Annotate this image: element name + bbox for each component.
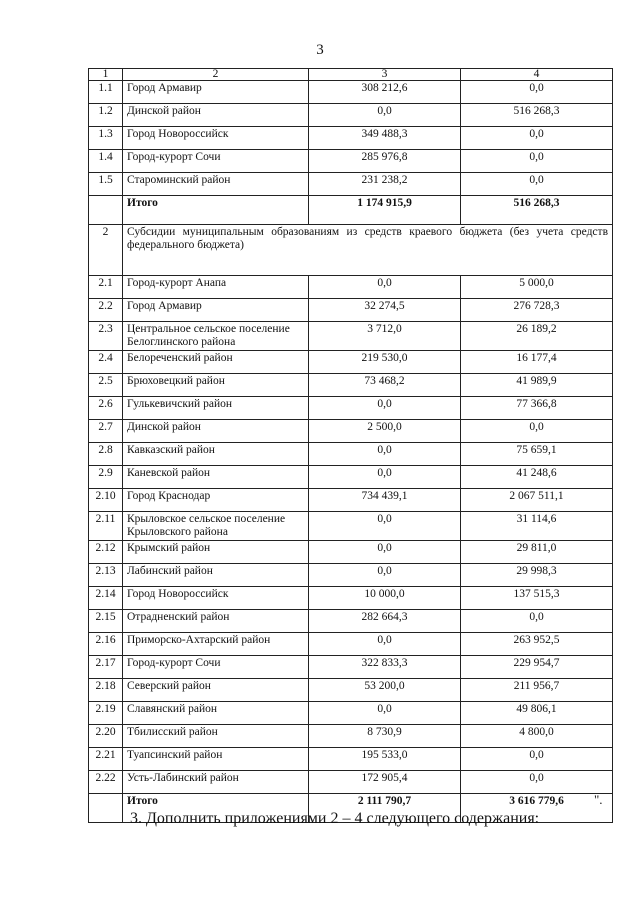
row-number: 2.13 (89, 564, 123, 587)
municipality-name: Лабинский район (123, 564, 309, 587)
municipality-name: Каневской район (123, 466, 309, 489)
table-row (89, 81, 613, 104)
amount-col3: 2 500,0 (309, 420, 461, 443)
row-number: 2.9 (89, 466, 123, 489)
row-number: 2.14 (89, 587, 123, 610)
table-row (89, 397, 613, 420)
table-row (89, 420, 613, 443)
amount-col4: 31 114,6 (461, 512, 613, 541)
amount-col4: 263 952,5 (461, 633, 613, 656)
total-col4: 516 268,3 (461, 196, 613, 225)
row-number: 2.1 (89, 276, 123, 299)
amount-col4: 41 248,6 (461, 466, 613, 489)
municipality-name: Северский район (123, 679, 309, 702)
amount-col3: 0,0 (309, 512, 461, 541)
table-row (89, 173, 613, 196)
municipality-name: Гулькевичский район (123, 397, 309, 420)
municipality-name: Крымский район (123, 541, 309, 564)
empty-cell (89, 196, 123, 225)
municipality-name: Староминский район (123, 173, 309, 196)
table-row (89, 351, 613, 374)
municipality-name: Город Новороссийск (123, 127, 309, 150)
amount-col3: 32 274,5 (309, 299, 461, 322)
amount-col4: 516 268,3 (461, 104, 613, 127)
section-title: Субсидии муниципальным образованиям из средств краевого бюджета (без учета средств федерального бюджета) (123, 225, 613, 276)
amount-col4: 137 515,3 (461, 587, 613, 610)
amount-col4: 229 954,7 (461, 656, 613, 679)
municipality-name: Динской район (123, 104, 309, 127)
municipality-name: Славянский район (123, 702, 309, 725)
row-number: 1.4 (89, 150, 123, 173)
table-row (89, 466, 613, 489)
column-header-4: 4 (461, 69, 613, 81)
amount-col4: 26 189,2 (461, 322, 613, 351)
table-row (89, 150, 613, 173)
row-number: 2.21 (89, 748, 123, 771)
row-number: 2.10 (89, 489, 123, 512)
row-number: 1.3 (89, 127, 123, 150)
table-row (89, 104, 613, 127)
row-number: 2.20 (89, 725, 123, 748)
column-header-1: 1 (89, 69, 123, 81)
amount-col3: 285 976,8 (309, 150, 461, 173)
amount-col3: 0,0 (309, 397, 461, 420)
row-number: 2.15 (89, 610, 123, 633)
row-number: 2.3 (89, 322, 123, 351)
municipality-name: Город Армавир (123, 81, 309, 104)
row-number: 2.19 (89, 702, 123, 725)
section-header-row (89, 225, 613, 276)
municipality-name: Крыловское сельское поселение Крыловского района (123, 512, 309, 541)
closing-quote: ". (594, 792, 603, 807)
column-header-3: 3 (309, 69, 461, 81)
amount-col3: 195 533,0 (309, 748, 461, 771)
municipality-name: Город Армавир (123, 299, 309, 322)
amount-col4: 276 728,3 (461, 299, 613, 322)
amount-col3: 0,0 (309, 104, 461, 127)
amount-col3: 322 833,3 (309, 656, 461, 679)
table-row (89, 702, 613, 725)
municipality-name: Белореченский район (123, 351, 309, 374)
amount-col4: 0,0 (461, 420, 613, 443)
amount-col3: 231 238,2 (309, 173, 461, 196)
amount-col3: 0,0 (309, 541, 461, 564)
amount-col3: 282 664,3 (309, 610, 461, 633)
municipality-name: Динской район (123, 420, 309, 443)
total-label: Итого (123, 196, 309, 225)
amount-col4: 211 956,7 (461, 679, 613, 702)
amount-col3: 73 468,2 (309, 374, 461, 397)
amount-col3: 0,0 (309, 443, 461, 466)
row-number: 2.6 (89, 397, 123, 420)
amount-col4: 0,0 (461, 81, 613, 104)
row-number: 2.11 (89, 512, 123, 541)
municipality-name: Брюховецкий район (123, 374, 309, 397)
page-number: 3 (316, 42, 324, 58)
amount-col4: 0,0 (461, 748, 613, 771)
amount-col4: 16 177,4 (461, 351, 613, 374)
total-col4: 3 616 779,6 (461, 794, 613, 823)
amount-col3: 0,0 (309, 564, 461, 587)
municipality-name: Усть-Лабинский район (123, 771, 309, 794)
row-number: 2.5 (89, 374, 123, 397)
table-row (89, 541, 613, 564)
row-number: 2.2 (89, 299, 123, 322)
empty-cell (89, 794, 123, 823)
table-row (89, 322, 613, 351)
table-row (89, 771, 613, 794)
amount-col4: 2 067 511,1 (461, 489, 613, 512)
amount-col4: 49 806,1 (461, 702, 613, 725)
amount-col3: 8 730,9 (309, 725, 461, 748)
table-row (89, 610, 613, 633)
municipality-name: Туапсинский район (123, 748, 309, 771)
amount-col4: 29 811,0 (461, 541, 613, 564)
total-col3: 1 174 915,9 (309, 196, 461, 225)
amount-col4: 0,0 (461, 127, 613, 150)
table-row (89, 633, 613, 656)
row-number: 2.12 (89, 541, 123, 564)
amount-col3: 0,0 (309, 702, 461, 725)
municipality-name: Город Краснодар (123, 489, 309, 512)
row-number: 2.17 (89, 656, 123, 679)
amount-col4: 29 998,3 (461, 564, 613, 587)
table-row (89, 564, 613, 587)
amount-col4: 0,0 (461, 150, 613, 173)
amount-col3: 734 439,1 (309, 489, 461, 512)
budget-table (88, 68, 613, 823)
amount-col3: 172 905,4 (309, 771, 461, 794)
amount-col3: 0,0 (309, 466, 461, 489)
total-label: Итого (123, 794, 309, 823)
row-number: 1.1 (89, 81, 123, 104)
amount-col3: 0,0 (309, 633, 461, 656)
row-number: 2.16 (89, 633, 123, 656)
municipality-name: Приморско-Ахтарский район (123, 633, 309, 656)
amount-col3: 0,0 (309, 276, 461, 299)
amount-col3: 3 712,0 (309, 322, 461, 351)
instruction-text: 3. Дополнить приложениями 2 – 4 следующего содержания: (130, 810, 540, 827)
municipality-name: Город-курорт Анапа (123, 276, 309, 299)
amount-col4: 41 989,9 (461, 374, 613, 397)
amount-col4: 0,0 (461, 771, 613, 794)
municipality-name: Кавказский район (123, 443, 309, 466)
total-row (89, 196, 613, 225)
amount-col4: 4 800,0 (461, 725, 613, 748)
row-number: 2.22 (89, 771, 123, 794)
table-row (89, 276, 613, 299)
municipality-name: Тбилисский район (123, 725, 309, 748)
table-row (89, 374, 613, 397)
table-row (89, 443, 613, 466)
row-number: 2.8 (89, 443, 123, 466)
row-number: 1.2 (89, 104, 123, 127)
row-number: 2.18 (89, 679, 123, 702)
municipality-name: Город Новороссийск (123, 587, 309, 610)
amount-col4: 75 659,1 (461, 443, 613, 466)
municipality-name: Город-курорт Сочи (123, 150, 309, 173)
table-row (89, 725, 613, 748)
amount-col4: 0,0 (461, 173, 613, 196)
column-header-2: 2 (123, 69, 309, 81)
amount-col3: 219 530,0 (309, 351, 461, 374)
amount-col4: 77 366,8 (461, 397, 613, 420)
table-row (89, 748, 613, 771)
row-number: 2.7 (89, 420, 123, 443)
amount-col3: 10 000,0 (309, 587, 461, 610)
table-row (89, 489, 613, 512)
table-row (89, 512, 613, 541)
amount-col3: 349 488,3 (309, 127, 461, 150)
amount-col4: 5 000,0 (461, 276, 613, 299)
amount-col3: 308 212,6 (309, 81, 461, 104)
table-row (89, 299, 613, 322)
column-number-row (89, 69, 613, 81)
table-row (89, 127, 613, 150)
total-col3: 2 111 790,7 (309, 794, 461, 823)
municipality-name: Отрадненский район (123, 610, 309, 633)
municipality-name: Центральное сельское поселение Белоглинского района (123, 322, 309, 351)
section-number: 2 (89, 225, 123, 276)
table-row (89, 656, 613, 679)
row-number: 1.5 (89, 173, 123, 196)
table-row (89, 679, 613, 702)
municipality-name: Город-курорт Сочи (123, 656, 309, 679)
table-row (89, 587, 613, 610)
amount-col4: 0,0 (461, 610, 613, 633)
amount-col3: 53 200,0 (309, 679, 461, 702)
row-number: 2.4 (89, 351, 123, 374)
